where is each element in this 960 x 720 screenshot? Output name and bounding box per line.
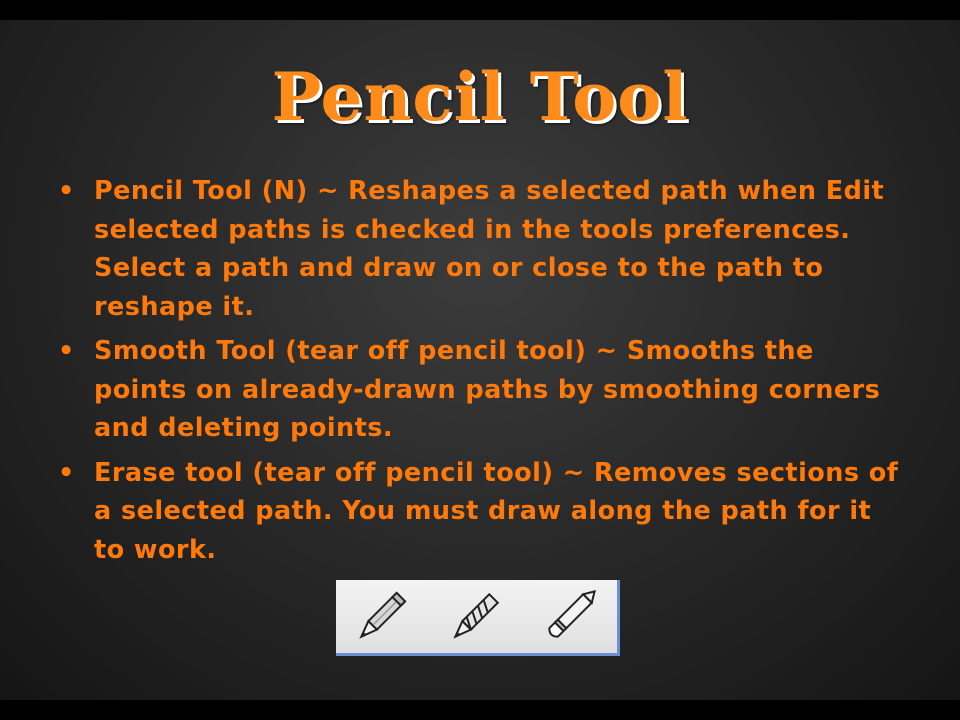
bullet-smooth-tool [58,332,908,448]
pencil-icon[interactable] [346,586,412,652]
bullet-list [58,172,908,575]
bullet-erase-tool [58,454,908,570]
bullet-text: Erase tool (tear off pencil tool) ~ Removes sections of a selected path. You must draw along the path for it to work. [94,457,899,565]
slide-title: Pencil Tool [271,58,689,136]
bullet-marker: • [58,336,75,366]
bullet-marker: • [58,457,75,488]
bullet-marker: • [58,176,75,206]
tool-icons-strip [336,580,620,656]
bullet-pencil-tool [58,172,908,326]
bullet-text: Pencil Tool (N) ~ Reshapes a selected path when Edit selected paths is checked in the tools preferences. Select a path and draw on or close to the path to reshape it. [94,176,885,322]
smooth-tool-icon[interactable] [440,586,506,652]
bullet-text: Smooth Tool (tear off pencil tool) ~ Smooths the points on already-drawn paths by smoothing corners and deleting points. [94,336,881,443]
erase-tool-icon[interactable] [534,586,600,652]
